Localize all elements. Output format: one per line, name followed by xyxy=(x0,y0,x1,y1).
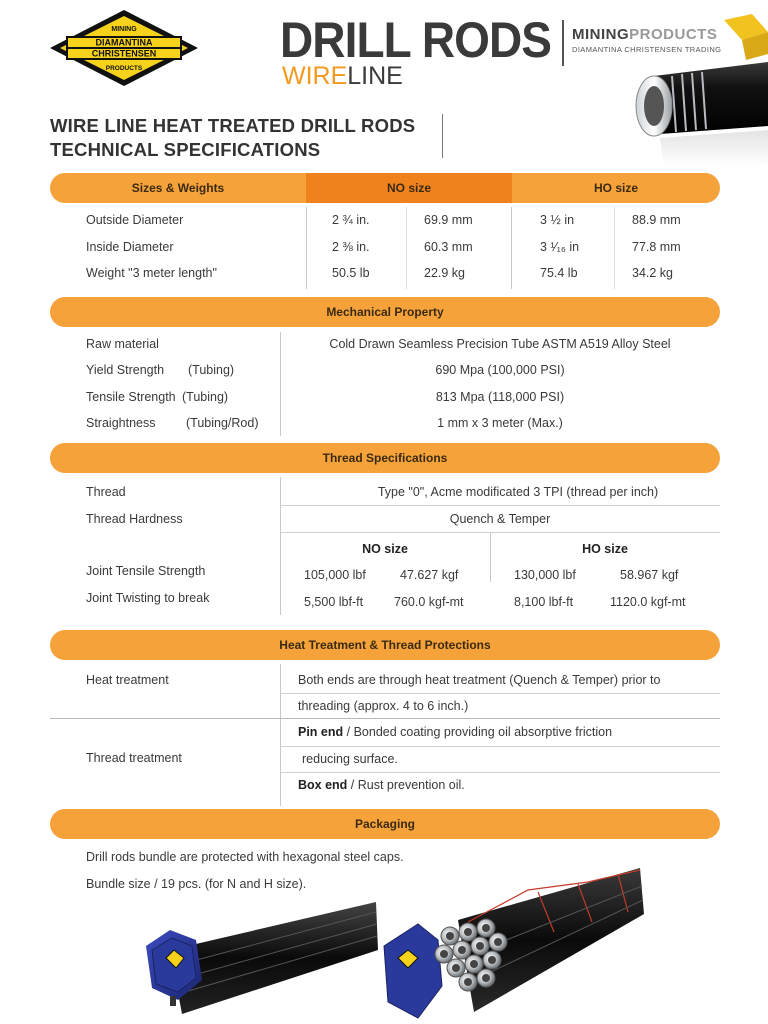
no-in-value: 2 ⅜ in. xyxy=(332,240,370,254)
heading-line-1: WIRE LINE HEAT TREATED DRILL RODS xyxy=(50,115,416,136)
thread-no-size-label: NO size xyxy=(362,542,408,556)
row-value: Cold Drawn Seamless Precision Tube ASTM A519 Alloy Steel xyxy=(329,337,671,351)
brand-divider xyxy=(562,20,564,66)
pin-end-desc: / Bonded coating providing oil absorptive friction xyxy=(343,725,613,739)
heat-line-2: threading (approx. 4 to 6 inch.) xyxy=(298,699,469,713)
packaging-line-2: Bundle size / 19 pcs. (for N and H size). xyxy=(86,877,307,891)
row-note: (Tubing/Rod) xyxy=(186,416,259,430)
row-divider xyxy=(280,693,720,694)
row-label: Thread xyxy=(86,485,126,499)
row-divider xyxy=(280,532,720,533)
row-label: Straightness xyxy=(86,416,156,430)
col-divider xyxy=(306,207,307,289)
col-divider xyxy=(614,207,615,289)
row-value: Type "0", Acme modificated 3 TPI (thread per inch) xyxy=(377,485,659,499)
ho-in-value: 75.4 lb xyxy=(540,266,578,280)
heading-divider xyxy=(442,114,443,158)
row-label: Weight "3 meter length" xyxy=(86,266,217,280)
no-lbf-value: 105,000 lbf xyxy=(304,568,366,582)
ho-lbf-value: 8,100 lbf-ft xyxy=(514,595,574,609)
heat-treatment-header-bar: Heat Treatment & Thread Protections xyxy=(50,630,720,660)
title-wire-part: WIRE xyxy=(282,62,348,90)
heading-line-2: TECHNICAL SPECIFICATIONS xyxy=(50,139,321,160)
row-label: Tensile Strength xyxy=(86,390,176,404)
row-value: 690 Mpa (100,000 PSI) xyxy=(435,363,565,377)
no-lbf-value: 5,500 lbf-ft xyxy=(304,595,364,609)
pin-end-label: Pin end xyxy=(298,725,344,739)
brand-light: PRODUCTS xyxy=(629,26,718,43)
diamantina-christensen-logo xyxy=(48,8,200,88)
row-value: Quench & Temper xyxy=(449,512,551,526)
thread-ho-size-label: HO size xyxy=(582,542,628,556)
ho-in-value: 3 ¹⁄₁₆ in xyxy=(540,240,580,254)
heat-line-1: Both ends are through heat treatment (Quench & Temper) prior to xyxy=(298,673,661,687)
mechanical-property-header-bar: Mechanical Property xyxy=(50,297,720,327)
ho-mm-value: 88.9 mm xyxy=(632,213,681,227)
title-line-part: LINE xyxy=(347,62,403,90)
box-end-text xyxy=(298,778,465,792)
pin-end-text xyxy=(298,725,612,739)
pin-end-line-2: reducing surface. xyxy=(302,752,398,766)
rod-bundle-capped-photo xyxy=(140,888,380,1024)
row-value: 813 Mpa (118,000 PSI) xyxy=(435,390,565,404)
row-label: Joint Tensile Strength xyxy=(86,564,206,578)
brand-bold: MINING xyxy=(572,26,630,43)
box-end-label: Box end xyxy=(298,778,348,792)
row-label: Heat treatment xyxy=(86,673,169,687)
no-mm-value: 69.9 mm xyxy=(424,213,473,227)
packaging-line-1: Drill rods bundle are protected with hexagonal steel caps. xyxy=(86,850,404,864)
no-in-value: 2 ¾ in. xyxy=(332,213,370,227)
row-note: (Tubing) xyxy=(188,363,235,377)
row-label: Raw material xyxy=(86,337,159,351)
rod-end-photo xyxy=(624,14,768,174)
ho-mm-value: 77.8 mm xyxy=(632,240,681,254)
ho-mm-value: 34.2 kg xyxy=(632,266,674,280)
row-divider xyxy=(280,772,720,773)
row-value: 1 mm x 3 meter (Max.) xyxy=(437,416,563,430)
title-wireline xyxy=(282,62,403,90)
col-divider xyxy=(490,532,491,582)
page-heading xyxy=(50,114,415,162)
row-label: Thread treatment xyxy=(86,751,182,765)
packaging-header-bar: Packaging xyxy=(50,809,720,839)
thread-specifications-header-bar: Thread Specifications xyxy=(50,443,720,473)
row-label: Yield Strength xyxy=(86,363,165,377)
row-note: (Tubing) xyxy=(182,390,229,404)
no-in-value: 50.5 lb xyxy=(332,266,370,280)
row-label: Outside Diameter xyxy=(86,213,184,227)
sizes-weights-label: Sizes & Weights xyxy=(131,181,225,195)
ho-in-value: 3 ½ in xyxy=(540,213,575,227)
ho-size-label: HO size xyxy=(593,181,638,195)
svg-text:DIAMANTINA: DIAMANTINA xyxy=(95,37,153,48)
row-label: Joint Twisting to break xyxy=(86,591,210,605)
sizes-weights-header-bar xyxy=(50,173,720,203)
row-label: Inside Diameter xyxy=(86,240,174,254)
col-divider xyxy=(280,664,281,806)
svg-text:MINING: MINING xyxy=(111,26,137,33)
col-divider xyxy=(511,207,512,289)
brand-subtitle: DIAMANTINA CHRISTENSEN TRADING xyxy=(572,45,722,54)
no-size-label: NO size xyxy=(306,173,512,203)
ho-kgf-value: 58.967 kgf xyxy=(620,568,679,582)
col-divider xyxy=(406,207,407,289)
rod-bundle-open-photo xyxy=(378,862,678,1024)
title-drill-rods: DRILL RODS xyxy=(280,12,552,68)
box-end-desc: / Rust prevention oil. xyxy=(347,778,465,792)
row-label: Thread Hardness xyxy=(86,512,183,526)
row-divider xyxy=(280,505,720,506)
no-mm-value: 60.3 mm xyxy=(424,240,473,254)
ho-kgf-value: 1120.0 kgf-mt xyxy=(610,595,686,609)
row-divider xyxy=(50,718,720,719)
svg-text:PRODUCTS: PRODUCTS xyxy=(105,65,143,72)
no-mm-value: 22.9 kg xyxy=(424,266,466,280)
ho-lbf-value: 130,000 lbf xyxy=(514,568,576,582)
svg-text:CHRISTENSEN: CHRISTENSEN xyxy=(91,48,157,59)
no-kgf-value: 47.627 kgf xyxy=(400,568,459,582)
row-divider xyxy=(280,746,720,747)
no-kgf-value: 760.0 kgf-mt xyxy=(394,595,464,609)
